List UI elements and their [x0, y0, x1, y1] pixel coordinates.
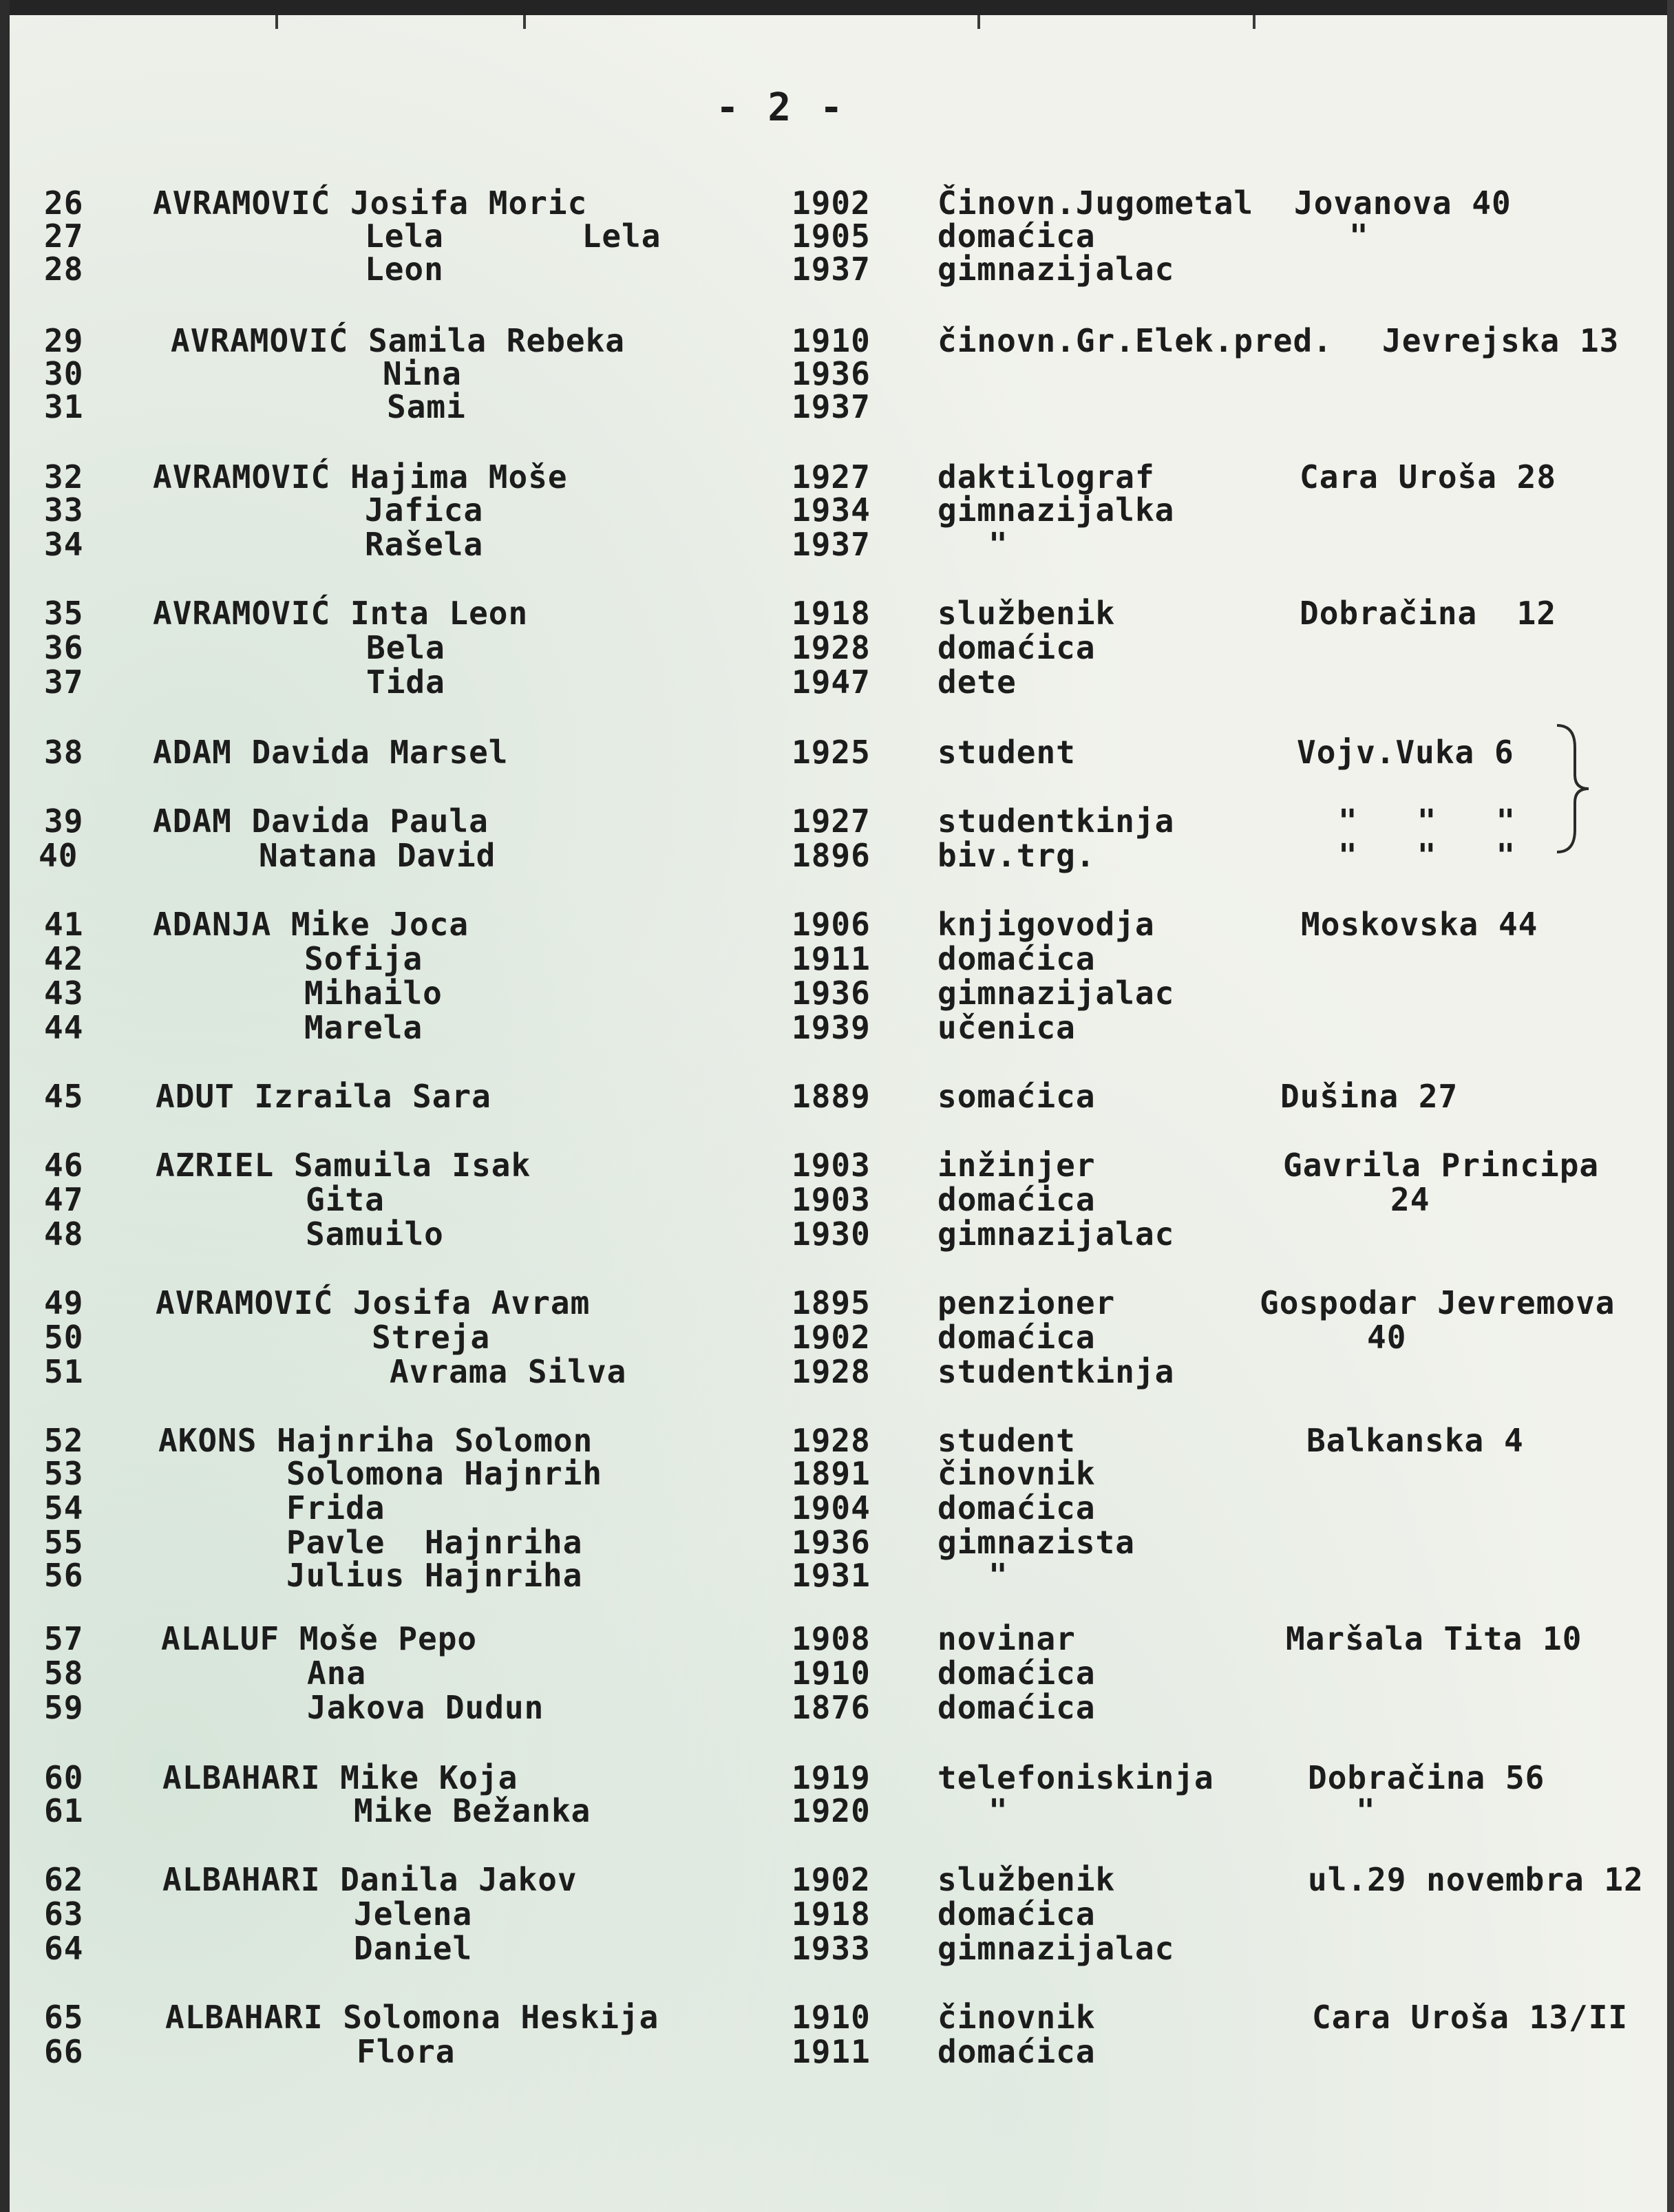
- record-number: 56: [44, 1557, 84, 1594]
- birth-year: 1910: [792, 1999, 871, 2036]
- record-number: 30: [44, 355, 84, 392]
- address: Cara Uroša 28: [1300, 458, 1557, 496]
- birth-year: 1931: [792, 1557, 871, 1594]
- birth-year: 1896: [792, 837, 871, 874]
- page-number: - 2 -: [716, 85, 846, 130]
- occupation: student: [937, 734, 1076, 771]
- birth-year: 1928: [792, 1353, 871, 1390]
- address: Gospodar Jevremova: [1260, 1284, 1615, 1321]
- record-number: 42: [44, 940, 84, 977]
- address: ul.29 novembra 12: [1308, 1861, 1644, 1898]
- occupation: knjigovodja: [937, 906, 1155, 943]
- occupation: domaćica: [937, 1689, 1096, 1726]
- person-name: AVRAMOVIĆ Josifa Avram: [156, 1284, 591, 1321]
- person-name: ALBAHARI Mike Koja: [162, 1759, 518, 1796]
- occupation: gimnazista: [937, 1524, 1135, 1561]
- record-number: 51: [44, 1353, 84, 1390]
- birth-year: 1920: [792, 1792, 871, 1829]
- occupation: biv.trg.: [937, 837, 1096, 874]
- birth-year: 1876: [792, 1689, 871, 1726]
- scan-tick: [275, 15, 278, 29]
- occupation: domaćica: [937, 629, 1096, 666]
- record-number: 38: [44, 734, 84, 771]
- address: Gavrila Principa: [1283, 1147, 1600, 1184]
- person-name: Mihailo: [304, 975, 443, 1012]
- person-name: Rašela: [365, 526, 484, 563]
- person-name: Pavle Hajnriha: [286, 1524, 583, 1561]
- record-number: 45: [44, 1078, 84, 1115]
- scan-tick: [977, 15, 980, 29]
- birth-year: 1937: [792, 526, 871, 563]
- birth-year: 1934: [792, 491, 871, 529]
- scan-tick: [523, 15, 526, 29]
- person-name: AVRAMOVIĆ Hajima Moše: [153, 458, 568, 496]
- occupation: gimnazijalka: [937, 491, 1175, 529]
- birth-year: 1936: [792, 975, 871, 1012]
- address: Balkanska 4: [1306, 1422, 1524, 1459]
- record-number: 64: [44, 1930, 84, 1967]
- occupation: somaćica: [937, 1078, 1096, 1115]
- birth-year: 1919: [792, 1759, 871, 1796]
- occupation: ": [988, 1557, 1008, 1594]
- birth-year: 1927: [792, 458, 871, 496]
- occupation: student: [937, 1422, 1076, 1459]
- person-name: ALBAHARI Solomona Heskija: [165, 1999, 659, 2036]
- birth-year: 1902: [792, 1319, 871, 1356]
- birth-year: 1918: [792, 1895, 871, 1933]
- occupation: dete: [937, 663, 1017, 701]
- address: ": [1349, 217, 1369, 255]
- birth-year: 1939: [792, 1009, 871, 1046]
- occupation: službenik: [937, 595, 1116, 632]
- record-number: 31: [44, 388, 84, 425]
- record-number: 29: [44, 322, 84, 359]
- birth-year: 1928: [792, 1422, 871, 1459]
- person-name: Julius Hajnriha: [286, 1557, 583, 1594]
- person-name: ALALUF Moše Pepo: [161, 1620, 478, 1657]
- occupation: domaćica: [937, 1655, 1096, 1692]
- record-number: 44: [44, 1009, 84, 1046]
- person-name: Natana David: [259, 837, 496, 874]
- person-name: Ana: [307, 1655, 367, 1692]
- person-name: Frida: [286, 1489, 385, 1527]
- occupation: inžinjer: [937, 1147, 1096, 1184]
- occupation: činovnik: [937, 1999, 1096, 2036]
- birth-year: 1895: [792, 1284, 871, 1321]
- birth-year: 1906: [792, 906, 871, 943]
- record-number: 28: [44, 251, 84, 288]
- address: 24: [1390, 1181, 1430, 1218]
- occupation: ": [988, 526, 1008, 563]
- occupation: domaćica: [937, 1489, 1096, 1527]
- occupation: daktilograf: [937, 458, 1155, 496]
- address: Dobračina 12: [1300, 595, 1557, 632]
- birth-year: 1902: [792, 184, 871, 222]
- occupation: domaćica: [937, 940, 1096, 977]
- birth-year: 1902: [792, 1861, 871, 1898]
- address: Cara Uroša 13/II: [1312, 1999, 1629, 2036]
- birth-year: 1936: [792, 355, 871, 392]
- record-number: 36: [44, 629, 84, 666]
- birth-year: 1903: [792, 1181, 871, 1218]
- record-number: 46: [44, 1147, 84, 1184]
- occupation: učenica: [937, 1009, 1076, 1046]
- occupation: domaćica: [937, 1895, 1096, 1933]
- occupation: ": [988, 1792, 1008, 1829]
- birth-year: 1928: [792, 629, 871, 666]
- birth-year: 1905: [792, 217, 871, 255]
- scan-edge-left: [0, 0, 10, 2212]
- person-name: Avrama Silva: [390, 1353, 627, 1390]
- address: Jevrejska 13: [1382, 322, 1620, 359]
- occupation: domaćica: [937, 2033, 1096, 2070]
- person-name: AVRAMOVIĆ Inta Leon: [153, 595, 529, 632]
- person-name: Gita: [306, 1181, 385, 1218]
- record-number: 59: [44, 1689, 84, 1726]
- address: ": [1356, 1792, 1376, 1829]
- occupation: službenik: [937, 1861, 1116, 1898]
- person-name: AZRIEL Samuila Isak: [156, 1147, 531, 1184]
- birth-year: 1911: [792, 2033, 871, 2070]
- person-name: AVRAMOVIĆ Josifa Moric: [153, 184, 588, 222]
- birth-year: 1936: [792, 1524, 871, 1561]
- occupation: studentkinja: [937, 1353, 1175, 1390]
- record-number: 52: [44, 1422, 84, 1459]
- person-name: Lela Lela: [365, 217, 661, 255]
- record-number: 43: [44, 975, 84, 1012]
- person-name: ADAM Davida Paula: [153, 802, 489, 840]
- occupation: novinar: [937, 1620, 1076, 1657]
- record-number: 39: [44, 802, 84, 840]
- scan-tick: [1253, 15, 1256, 29]
- record-number: 66: [44, 2033, 84, 2070]
- record-number: 53: [44, 1455, 84, 1492]
- occupation: činovn.Gr.Elek.pred.: [937, 322, 1333, 359]
- person-name: Bela: [366, 629, 445, 666]
- record-number: 54: [44, 1489, 84, 1527]
- occupation: telefoniskinja: [937, 1759, 1214, 1796]
- person-name: Jelena: [354, 1895, 473, 1933]
- birth-year: 1903: [792, 1147, 871, 1184]
- birth-year: 1918: [792, 595, 871, 632]
- address: Jovanova 40: [1294, 184, 1512, 222]
- birth-year: 1937: [792, 251, 871, 288]
- birth-year: 1925: [792, 734, 871, 771]
- person-name: Sofija: [304, 940, 423, 977]
- occupation: činovnik: [937, 1455, 1096, 1492]
- address: Maršala Tita 10: [1286, 1620, 1582, 1657]
- person-name: Solomona Hajnrih: [286, 1455, 603, 1492]
- record-number: 50: [44, 1319, 84, 1356]
- birth-year: 1891: [792, 1455, 871, 1492]
- birth-year: 1910: [792, 322, 871, 359]
- record-number: 63: [44, 1895, 84, 1933]
- record-number: 57: [44, 1620, 84, 1657]
- person-name: Marela: [304, 1009, 423, 1046]
- person-name: Jafica: [365, 491, 484, 529]
- record-number: 32: [44, 458, 84, 496]
- occupation: domaćica: [937, 1181, 1096, 1218]
- birth-year: 1908: [792, 1620, 871, 1657]
- birth-year: 1927: [792, 802, 871, 840]
- person-name: Nina: [383, 355, 462, 392]
- record-number: 26: [44, 184, 84, 222]
- person-name: Tida: [366, 663, 445, 701]
- address: " " ": [1338, 837, 1516, 874]
- record-number: 34: [44, 526, 84, 563]
- occupation: domaćica: [937, 217, 1096, 255]
- record-number: 62: [44, 1861, 84, 1898]
- person-name: ALBAHARI Danila Jakov: [162, 1861, 578, 1898]
- record-number: 65: [44, 1999, 84, 2036]
- birth-year: 1904: [792, 1489, 871, 1527]
- person-name: Leon: [365, 251, 444, 288]
- person-name: Sami: [387, 388, 466, 425]
- person-name: Mike Bežanka: [354, 1792, 591, 1829]
- person-name: AVRAMOVIĆ Samila Rebeka: [171, 322, 625, 359]
- address: Dobračina 56: [1308, 1759, 1545, 1796]
- record-number: 60: [44, 1759, 84, 1796]
- brace-bracket: [1554, 720, 1593, 858]
- record-number: 61: [44, 1792, 84, 1829]
- person-name: ADAM Davida Marsel: [153, 734, 509, 771]
- occupation: gimnazijalac: [937, 1215, 1175, 1253]
- record-number: 35: [44, 595, 84, 632]
- person-name: Daniel: [354, 1930, 473, 1967]
- record-number: 55: [44, 1524, 84, 1561]
- person-name: ADANJA Mike Joca: [153, 906, 469, 943]
- record-number: 49: [44, 1284, 84, 1321]
- address: Moskovska 44: [1301, 906, 1538, 943]
- occupation: studentkinja: [937, 802, 1175, 840]
- address: Vojv.Vuka 6: [1297, 734, 1514, 771]
- address: Dušina 27: [1280, 1078, 1459, 1115]
- person-name: Samuilo: [306, 1215, 444, 1253]
- occupation: Činovn.Jugometal: [937, 184, 1254, 222]
- birth-year: 1910: [792, 1655, 871, 1692]
- record-number: 48: [44, 1215, 84, 1253]
- person-name: Streja: [372, 1319, 491, 1356]
- birth-year: 1911: [792, 940, 871, 977]
- address: " " ": [1338, 802, 1516, 840]
- birth-year: 1889: [792, 1078, 871, 1115]
- scan-edge-top: [0, 0, 1674, 15]
- person-name: AKONS Hajnriha Solomon: [158, 1422, 593, 1459]
- record-number: 37: [44, 663, 84, 701]
- occupation: domaćica: [937, 1319, 1096, 1356]
- record-number: 27: [44, 217, 84, 255]
- record-number: 40: [39, 837, 78, 874]
- occupation: gimnazijalac: [937, 1930, 1175, 1967]
- person-name: Flora: [357, 2033, 456, 2070]
- record-number: 58: [44, 1655, 84, 1692]
- occupation: gimnazijalac: [937, 975, 1175, 1012]
- record-number: 47: [44, 1181, 84, 1218]
- occupation: penzioner: [937, 1284, 1116, 1321]
- scan-edge-right: [1667, 0, 1674, 2212]
- birth-year: 1930: [792, 1215, 871, 1253]
- birth-year: 1947: [792, 663, 871, 701]
- occupation: gimnazijalac: [937, 251, 1175, 288]
- record-number: 41: [44, 906, 84, 943]
- birth-year: 1937: [792, 388, 871, 425]
- birth-year: 1933: [792, 1930, 871, 1967]
- person-name: ADUT Izraila Sara: [156, 1078, 491, 1115]
- record-number: 33: [44, 491, 84, 529]
- address: 40: [1367, 1319, 1407, 1356]
- person-name: Jakova Dudun: [307, 1689, 544, 1726]
